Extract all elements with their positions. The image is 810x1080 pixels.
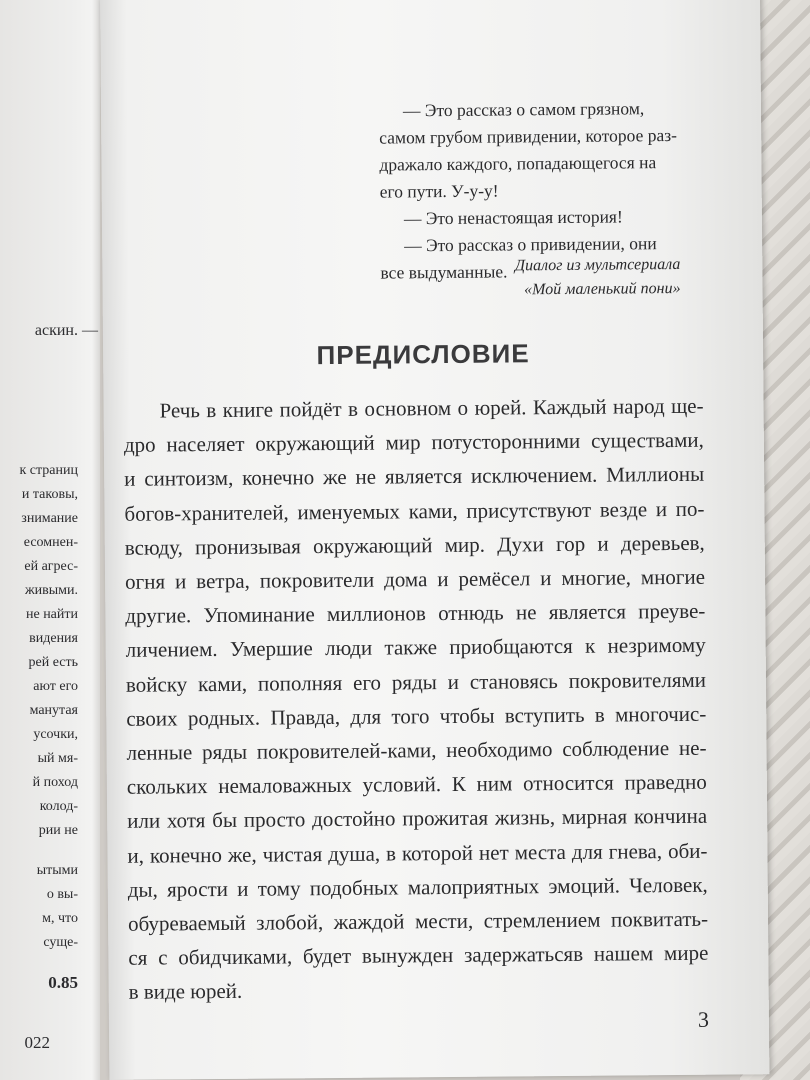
left-page-fragment: аскин. — (34, 322, 98, 339)
left-page-fragment: рей есть (28, 655, 78, 670)
left-page-fragment: ытыми (36, 863, 78, 878)
left-page-fragment: к страниц (19, 463, 78, 478)
body-line: и синтоизм, конечно же не является исключением. Миллионы (124, 462, 705, 492)
epigraph-line: — Это рассказ о самом грязном, (402, 98, 645, 121)
chapter-heading: ПРЕДИСЛОВИЕ (316, 338, 530, 371)
left-page-fragment: усочки, (33, 727, 78, 742)
left-page (0, 0, 100, 1080)
left-page-fragment: видения (29, 631, 78, 646)
epigraph-line: — Это ненастоящая история! (403, 206, 623, 229)
right-page (100, 0, 769, 1080)
body-line: ды, ярости и тому подобных малоприятных эмоций. Человек, (127, 872, 708, 902)
body-line: скольких немаловажных условий. К ним относится праведно (126, 769, 707, 800)
left-page-fragment: й поход (32, 775, 78, 790)
epigraph-attribution (380, 253, 680, 304)
page-number: 3 (697, 1006, 710, 1032)
left-page-fragment: есомнен- (23, 535, 78, 550)
body-line: своих родных. Правда, для того чтобы вступить в многочис- (126, 701, 707, 731)
left-page-fragment: 0.85 (48, 973, 78, 992)
body-line: обуреваемый злобой, жаждой мести, стремлением поквитать- (127, 906, 709, 936)
left-page-fragment: ый мя- (37, 751, 78, 766)
left-page-fragment: ают его (33, 679, 78, 694)
left-page-fragment: знимание (21, 511, 78, 526)
left-page-fragment: манутая (29, 703, 78, 718)
attribution-line: «Мой маленький пони» (524, 279, 681, 299)
body-line: ся с обидчиками, будет вынужден задержатьсяв нашем мире (128, 940, 709, 971)
left-page-fragment: рии не (38, 823, 78, 838)
left-page-fragment: суще- (43, 935, 78, 950)
left-page-fragment: не найти (25, 607, 78, 622)
body-line: ленные ряды покровителей-ками, необходимо соблюдение не- (126, 735, 707, 765)
body-line: и, конечно же, чистая душа, в которой нет места для гнева, оби- (127, 838, 708, 868)
left-page-fragment: м, что (42, 911, 78, 926)
epigraph-line: — Это рассказ о привидении, они (404, 233, 657, 256)
body-line: в виде юрей. (128, 979, 243, 1005)
left-page-fragment: о вы- (46, 887, 78, 902)
body-text (123, 389, 708, 1010)
epigraph-line: все выдуманные. (380, 261, 508, 283)
body-line: богов-хранителей, именуемых ками, присутствуют везде и по- (124, 496, 705, 526)
body-line: дро населяет окружающий мир потусторонними существами, (123, 427, 704, 458)
body-line: войску ками, пополняя его ряды и становясь покровителями (125, 667, 707, 697)
body-line: огня и ветра, покровители дома и ремёсел и многие, многие (124, 564, 706, 594)
left-page-fragment: живыми. (24, 583, 78, 598)
epigraph-line: его пути. У-у-у! (379, 180, 499, 202)
epigraph-line: самом грубом привидении, которое раз- (379, 124, 678, 148)
attribution-line: Диалог из мультсериала (514, 255, 681, 275)
body-line: или хотя бы просто достойно прожитая жизнь, мирная кончина (127, 804, 708, 834)
left-page-fragment: и таковы, (21, 487, 78, 502)
body-line: другие. Упоминание миллионов отнюдь не является преуве- (125, 598, 706, 629)
epigraph-line: дражало каждого, попадающегося на (379, 152, 657, 175)
body-line: Речь в книге пойдёт в основном о юрей. Каждый народ ще- (159, 393, 704, 423)
left-page-fragment: ей агрес- (24, 559, 78, 574)
body-line: личением. Умершие люди также приобщаются к незримому (125, 633, 706, 663)
body-line: всюду, пронизывая окружающий мир. Духи гор и деревьев, (124, 530, 705, 560)
left-page-fragment: колод- (39, 799, 78, 814)
left-page-fragment: 022 (24, 1033, 50, 1052)
